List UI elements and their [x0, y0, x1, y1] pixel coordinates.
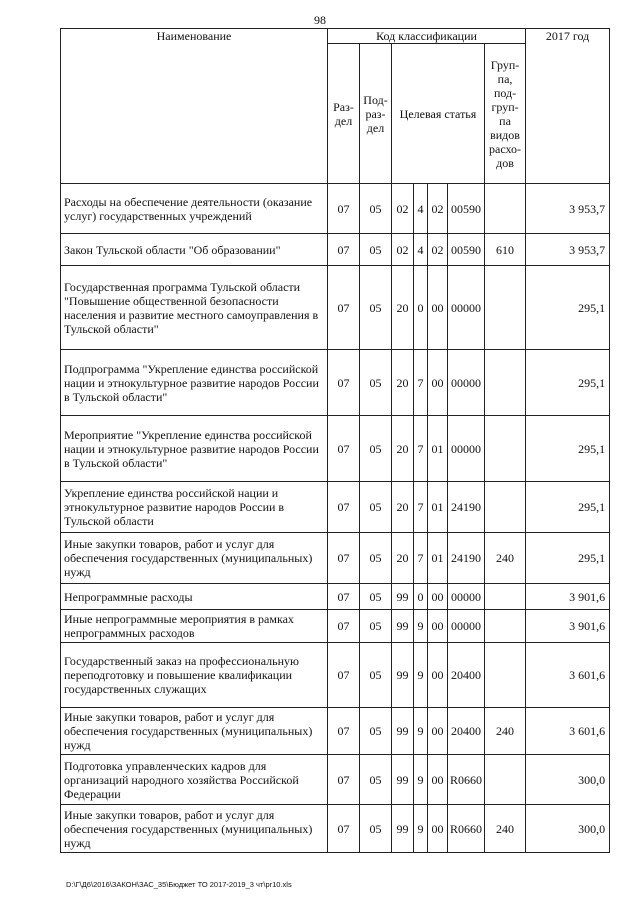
- row-target-subprogram: 9: [414, 610, 428, 643]
- table-row: [61, 755, 610, 805]
- row-target-direction: 00000: [448, 584, 485, 610]
- row-target-program: 99: [392, 610, 414, 643]
- row-target-subprogram: 4: [414, 184, 428, 234]
- row-target-event: 00: [428, 805, 448, 853]
- row-amount: 295,1: [526, 482, 610, 533]
- row-target-subprogram: 0: [414, 266, 428, 350]
- row-expense-group: [485, 584, 526, 610]
- row-podrazdel: 05: [360, 643, 392, 708]
- table-row: [61, 643, 610, 708]
- row-expense-group: [485, 416, 526, 482]
- row-target-direction: 00590: [448, 234, 485, 266]
- table-row: [61, 266, 610, 350]
- row-razdel: 07: [328, 266, 360, 350]
- row-name: Укрепление единства российской нации и этнокультурное развитие народов России в Тульской области: [61, 482, 328, 533]
- row-name: Подготовка управленческих кадров для организаций народного хозяйства Российской Федерации: [61, 755, 328, 805]
- row-podrazdel: 05: [360, 184, 392, 234]
- row-target-subprogram: 0: [414, 584, 428, 610]
- row-target-program: 99: [392, 643, 414, 708]
- table-row: [61, 234, 610, 266]
- table-row: [61, 584, 610, 610]
- row-razdel: 07: [328, 184, 360, 234]
- row-amount: 3 901,6: [526, 610, 610, 643]
- row-target-subprogram: 9: [414, 805, 428, 853]
- table-row: [61, 184, 610, 234]
- row-target-subprogram: 9: [414, 755, 428, 805]
- row-target-program: 20: [392, 266, 414, 350]
- row-amount: 295,1: [526, 533, 610, 584]
- row-amount: 3 601,6: [526, 708, 610, 755]
- row-name: Иные закупки товаров, работ и услуг для обеспечения государственных (муниципальных) нужд: [61, 805, 328, 853]
- row-target-subprogram: 9: [414, 708, 428, 755]
- row-target-program: 02: [392, 184, 414, 234]
- row-target-event: 00: [428, 755, 448, 805]
- row-amount: 300,0: [526, 805, 610, 853]
- header-code-group: Код классификации: [328, 29, 526, 44]
- row-target-direction: 00000: [448, 416, 485, 482]
- table-row: [61, 708, 610, 755]
- table-row: [61, 805, 610, 853]
- row-target-program: 20: [392, 533, 414, 584]
- row-amount: 300,0: [526, 755, 610, 805]
- row-name: Государственный заказ на профессиональную переподготовку и повышение квалификации государственных служащих: [61, 643, 328, 708]
- row-name: Подпрограмма "Укрепление единства российской нации и этнокультурное развитие народов России в Тульской области": [61, 350, 328, 416]
- row-expense-group: 240: [485, 533, 526, 584]
- row-target-subprogram: 9: [414, 643, 428, 708]
- row-target-program: 99: [392, 755, 414, 805]
- row-name: Мероприятие "Укрепление единства российской нации и этнокультурное развитие народов России в Тульской области": [61, 416, 328, 482]
- row-razdel: 07: [328, 755, 360, 805]
- row-amount: 295,1: [526, 350, 610, 416]
- row-target-event: 01: [428, 416, 448, 482]
- row-target-subprogram: 7: [414, 350, 428, 416]
- row-target-subprogram: 7: [414, 482, 428, 533]
- row-podrazdel: 05: [360, 350, 392, 416]
- row-expense-group: [485, 350, 526, 416]
- row-podrazdel: 05: [360, 482, 392, 533]
- row-target-direction: 24190: [448, 482, 485, 533]
- row-expense-group: 240: [485, 708, 526, 755]
- row-target-event: 00: [428, 266, 448, 350]
- row-razdel: 07: [328, 350, 360, 416]
- row-target-direction: 00000: [448, 350, 485, 416]
- row-target-event: 00: [428, 584, 448, 610]
- row-target-event: 01: [428, 482, 448, 533]
- table-row: [61, 350, 610, 416]
- header-year: 2017 год: [526, 29, 610, 184]
- row-target-subprogram: 7: [414, 533, 428, 584]
- row-podrazdel: 05: [360, 584, 392, 610]
- row-razdel: 07: [328, 805, 360, 853]
- file-path-footer: D:\Г\Д6\2016\ЗАКОН\ЗАС_35\Бюджет ТО 2017-2019_3 чт\pr10.xls: [66, 880, 292, 889]
- row-target-subprogram: 7: [414, 416, 428, 482]
- table-row: [61, 610, 610, 643]
- row-amount: 3 601,6: [526, 643, 610, 708]
- header-name: Наименование: [61, 29, 328, 184]
- row-podrazdel: 05: [360, 610, 392, 643]
- row-target-event: 00: [428, 708, 448, 755]
- row-expense-group: [485, 610, 526, 643]
- row-target-direction: 00000: [448, 610, 485, 643]
- row-target-direction: 00590: [448, 184, 485, 234]
- row-target-subprogram: 4: [414, 234, 428, 266]
- table-row: [61, 533, 610, 584]
- row-target-event: 00: [428, 350, 448, 416]
- row-razdel: 07: [328, 234, 360, 266]
- row-target-direction: 24190: [448, 533, 485, 584]
- row-podrazdel: 05: [360, 266, 392, 350]
- row-amount: 3 953,7: [526, 234, 610, 266]
- row-razdel: 07: [328, 610, 360, 643]
- header-group: Груп- па, под- груп- па видов расхо- дов: [485, 44, 526, 184]
- row-name: Расходы на обеспечение деятельности (оказание услуг) государственных учреждений: [61, 184, 328, 234]
- row-razdel: 07: [328, 533, 360, 584]
- row-razdel: 07: [328, 584, 360, 610]
- row-amount: 3 953,7: [526, 184, 610, 234]
- row-name: Закон Тульской области "Об образовании": [61, 234, 328, 266]
- header-row: [61, 29, 610, 44]
- row-razdel: 07: [328, 643, 360, 708]
- row-podrazdel: 05: [360, 416, 392, 482]
- row-podrazdel: 05: [360, 805, 392, 853]
- row-podrazdel: 05: [360, 533, 392, 584]
- row-expense-group: [485, 482, 526, 533]
- table-row: [61, 416, 610, 482]
- row-podrazdel: 05: [360, 755, 392, 805]
- row-podrazdel: 05: [360, 234, 392, 266]
- row-expense-group: 240: [485, 805, 526, 853]
- row-expense-group: [485, 643, 526, 708]
- row-target-program: 20: [392, 416, 414, 482]
- row-target-direction: R0660: [448, 805, 485, 853]
- row-target-program: 99: [392, 708, 414, 755]
- header-podrazdel: Под- раз- дел: [360, 44, 392, 184]
- row-expense-group: [485, 184, 526, 234]
- row-podrazdel: 05: [360, 708, 392, 755]
- row-target-program: 20: [392, 350, 414, 416]
- row-name: Непрограммные расходы: [61, 584, 328, 610]
- row-amount: 3 901,6: [526, 584, 610, 610]
- row-razdel: 07: [328, 708, 360, 755]
- row-target-program: 99: [392, 805, 414, 853]
- row-name: Иные закупки товаров, работ и услуг для обеспечения государственных (муниципальных) нужд: [61, 533, 328, 584]
- row-name: Иные закупки товаров, работ и услуг для обеспечения государственных (муниципальных) нужд: [61, 708, 328, 755]
- row-target-program: 20: [392, 482, 414, 533]
- row-target-direction: R0660: [448, 755, 485, 805]
- row-target-direction: 00000: [448, 266, 485, 350]
- row-amount: 295,1: [526, 416, 610, 482]
- row-target-program: 99: [392, 584, 414, 610]
- header-razdel: Раз- дел: [328, 44, 360, 184]
- row-razdel: 07: [328, 416, 360, 482]
- row-expense-group: [485, 755, 526, 805]
- row-amount: 295,1: [526, 266, 610, 350]
- row-name: Иные непрограммные мероприятия в рамках непрограммных расходов: [61, 610, 328, 643]
- row-target-program: 02: [392, 234, 414, 266]
- row-target-event: 00: [428, 643, 448, 708]
- row-expense-group: 610: [485, 234, 526, 266]
- row-target-event: 01: [428, 533, 448, 584]
- table-row: [61, 482, 610, 533]
- header-target: Целевая статья: [392, 44, 485, 184]
- row-target-direction: 20400: [448, 643, 485, 708]
- row-razdel: 07: [328, 482, 360, 533]
- row-target-event: 00: [428, 610, 448, 643]
- row-target-event: 02: [428, 184, 448, 234]
- row-expense-group: [485, 266, 526, 350]
- row-name: Государственная программа Тульской области "Повышение общественной безопасности населения и развитие местного самоуправления в Тульской области": [61, 266, 328, 350]
- budget-table: [60, 28, 610, 853]
- row-target-event: 02: [428, 234, 448, 266]
- page-number: 98: [314, 13, 326, 27]
- row-target-direction: 20400: [448, 708, 485, 755]
